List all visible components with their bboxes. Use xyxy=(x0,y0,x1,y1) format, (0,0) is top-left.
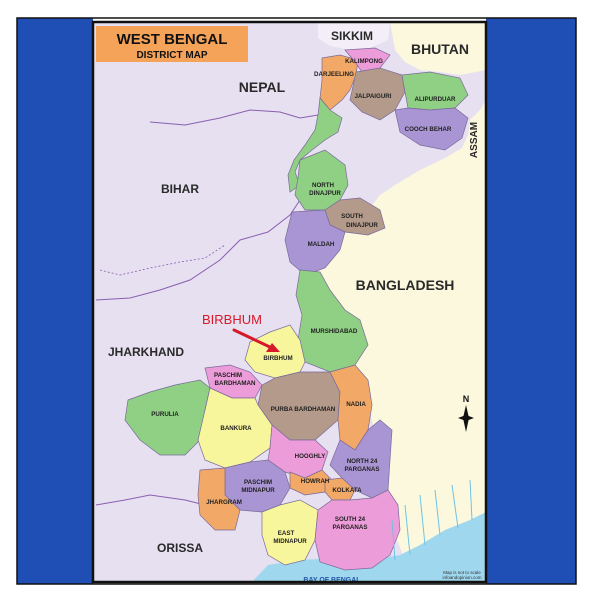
label-bihar: BIHAR xyxy=(161,182,199,196)
label-hooghly: HOOGHLY xyxy=(294,453,326,460)
label-bay-of-bengal: BAY OF BENGAL xyxy=(303,577,361,584)
left-side-panel xyxy=(17,18,93,584)
label-sikkim: SIKKIM xyxy=(331,29,373,43)
label-darjeeling: DARJEELING xyxy=(314,71,354,78)
map-subtitle: DISTRICT MAP xyxy=(136,50,208,61)
label-paschim-bardhaman-2: BARDHAMAN xyxy=(214,380,256,387)
right-side-panel xyxy=(486,18,576,584)
label-purulia: PURULIA xyxy=(151,411,179,418)
label-purba-bardhaman: PURBA BARDHAMAN xyxy=(270,406,336,413)
label-paschim-midnapur-2: MIDNAPUR xyxy=(241,487,275,494)
label-south-dinajpur-1: SOUTH xyxy=(341,213,363,220)
label-orissa: ORISSA xyxy=(156,541,204,555)
label-north-dinajpur-2: DINAJPUR xyxy=(309,190,341,197)
label-north-dinajpur-1: NORTH xyxy=(312,182,334,189)
label-nadia: NADIA xyxy=(346,401,366,408)
label-assam: ASSAM xyxy=(469,121,480,159)
label-south-dinajpur-2: DINAJPUR xyxy=(346,222,378,229)
label-paschim-midnapur-1: PASCHIM xyxy=(243,479,273,486)
label-cooch-behar: COOCH BEHAR xyxy=(404,126,452,133)
label-north-24-1: NORTH 24 xyxy=(346,458,378,465)
source-note: infoandopinion.com xyxy=(442,575,482,580)
label-jalpaiguri: JALPAIGURI xyxy=(354,93,392,100)
map-title: WEST BENGAL xyxy=(116,31,228,48)
label-bangladesh: BANGLADESH xyxy=(355,277,455,293)
label-south-24-2: PARGANAS xyxy=(332,524,368,531)
label-maldah: MALDAH xyxy=(307,241,335,248)
label-paschim-bardhaman-1: PASCHIM xyxy=(213,372,243,379)
label-murshidabad: MURSHIDABAD xyxy=(310,328,358,335)
label-alipurduar: ALIPURDUAR xyxy=(414,96,456,103)
scale-note: Map is not to scale xyxy=(443,570,481,575)
label-east-midnapur-1: EAST xyxy=(277,530,295,537)
label-jharkhand: JHARKHAND xyxy=(107,345,185,359)
label-howrah: HOWRAH xyxy=(300,478,330,485)
label-nepal: NEPAL xyxy=(238,79,286,95)
label-kalimpong: KALIMPONG xyxy=(345,58,383,65)
compass-label: N xyxy=(462,394,470,404)
label-birbhum: BIRBHUM xyxy=(263,355,293,362)
label-kolkata: KOLKATA xyxy=(332,487,362,494)
label-east-midnapur-2: MIDNAPUR xyxy=(273,538,307,545)
highlight-label: BIRBHUM xyxy=(202,312,262,327)
label-bhutan: BHUTAN xyxy=(410,41,470,57)
label-jhargram: JHARGRAM xyxy=(206,499,242,506)
district-alipurduar xyxy=(402,72,468,110)
label-bankura: BANKURA xyxy=(220,425,252,432)
label-south-24-1: SOUTH 24 xyxy=(334,516,366,523)
label-north-24-2: PARGANAS xyxy=(344,466,380,473)
